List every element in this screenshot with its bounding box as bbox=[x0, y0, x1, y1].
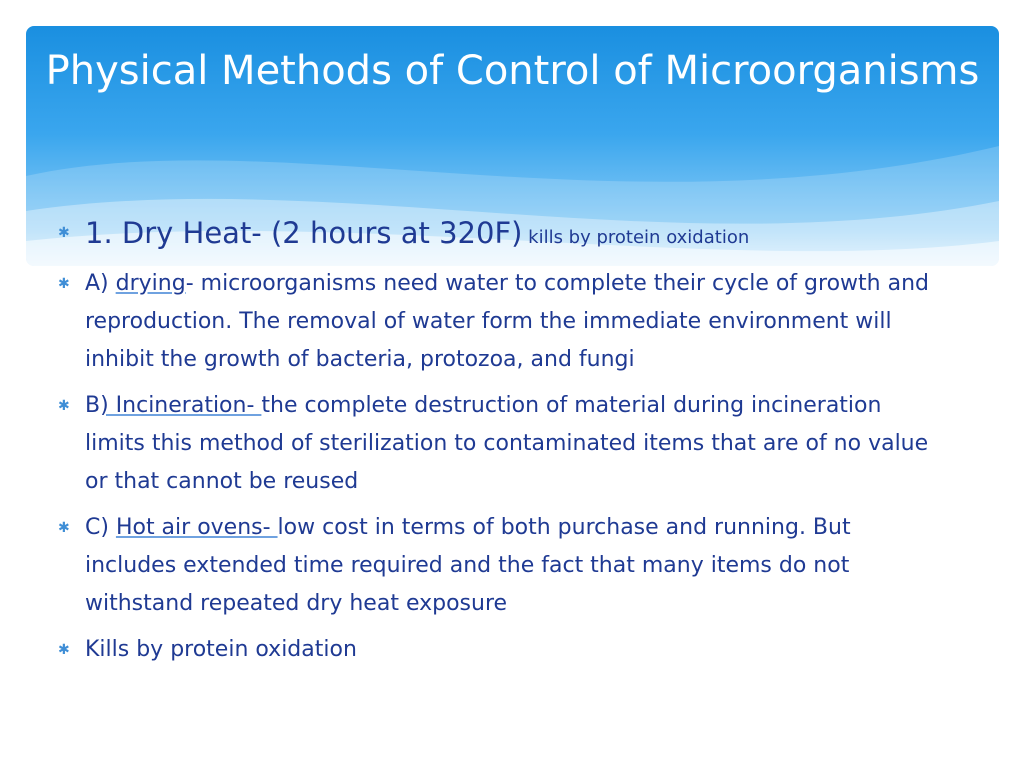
asterisk-bullet-icon: ✱ bbox=[58, 642, 70, 658]
bullet-term: Hot air ovens- bbox=[115, 515, 278, 540]
asterisk-bullet-icon: ✱ bbox=[58, 225, 70, 241]
bullet-note: kills by protein oxidation bbox=[522, 227, 750, 248]
bullet-item-hot-air-ovens bbox=[58, 509, 938, 623]
bullet-prefix: B bbox=[85, 393, 101, 418]
asterisk-bullet-icon: ✱ bbox=[58, 398, 70, 414]
bullet-item-kills bbox=[58, 631, 938, 669]
bullet-text: low cost in terms of both purchase and running. But includes extended time required and the fact that many items do not withstand repeated dry heat exposure bbox=[85, 515, 851, 616]
slide-title: Physical Methods of Control of Microorganisms bbox=[45, 48, 980, 94]
bullet-term: ) Incineration- bbox=[100, 393, 262, 418]
bullet-text: Kills by protein oxidation bbox=[85, 637, 357, 662]
bullet-item-drying bbox=[58, 265, 938, 379]
bullet-item-incineration bbox=[58, 387, 938, 501]
bullet-text: - microorganisms need water to complete their cycle of growth and reproduction. The removal of water form the immediate environment will inhibit the growth of bacteria, protozoa, and fungi bbox=[85, 271, 929, 372]
asterisk-bullet-icon: ✱ bbox=[58, 520, 70, 536]
bullet-prefix: A) bbox=[85, 271, 116, 296]
bullet-list bbox=[58, 214, 938, 677]
bullet-text: the complete destruction of material during incineration limits this method of sterilization to contaminated items that are of no value or that cannot be reused bbox=[85, 393, 929, 494]
bullet-heading: 1. Dry Heat- (2 hours at 320F) bbox=[85, 216, 523, 250]
bullet-item-dry-heat bbox=[58, 214, 938, 257]
asterisk-bullet-icon: ✱ bbox=[58, 276, 70, 292]
bullet-term: drying bbox=[115, 271, 186, 296]
bullet-prefix: C) bbox=[85, 515, 116, 540]
